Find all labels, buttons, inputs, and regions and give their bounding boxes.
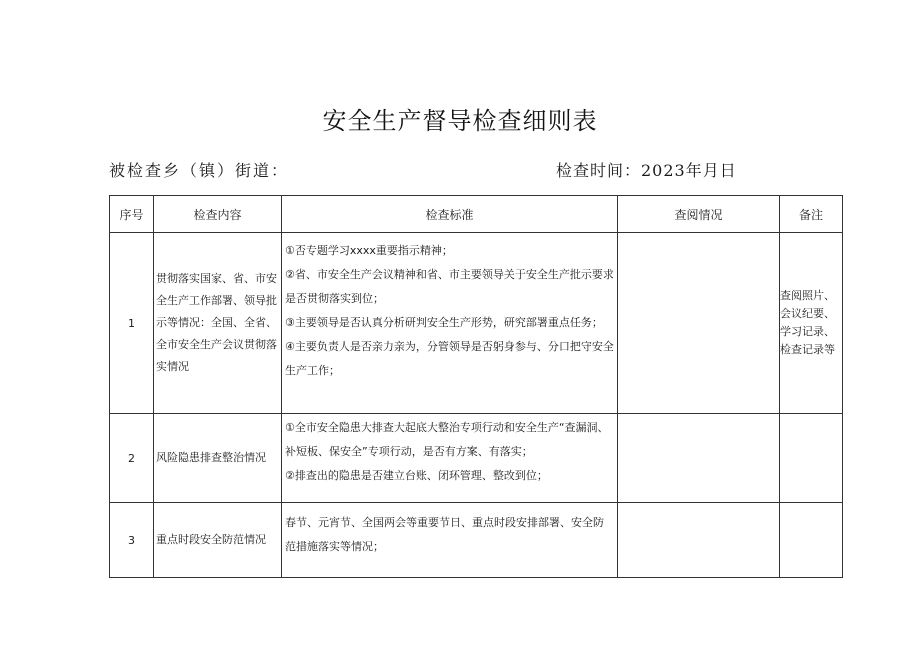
- row-content: 贯彻落实国家、省、市安全生产工作部署、领导批示等情况：全国、全省、全市安全生产会议贯彻落实情况: [154, 233, 282, 414]
- standard-item: 春节、元宵节、全国两会等重要节日、重点时段安排部署、安全防范措施落实等情况；: [285, 516, 604, 553]
- standard-item: ③主要领导是否认真分析研判安全生产形势，研究部署重点任务；: [285, 316, 603, 329]
- row-remark: [780, 414, 843, 503]
- row-remark: 查阅照片、会议纪要、学习记录、检查记录等: [780, 233, 843, 414]
- header-review: 查阅情况: [618, 196, 780, 233]
- row-standards: [282, 503, 618, 578]
- row-review: [618, 414, 780, 503]
- header-remark: 备注: [780, 196, 843, 233]
- standard-item: ②省、市安全生产会议精神和省、市主要领导关于安全生产批示要求是否贯彻落实到位；: [285, 268, 614, 305]
- header-content: 检查内容: [154, 196, 282, 233]
- row-number: 1: [110, 233, 154, 414]
- inspection-time-label: 检查时间：2023年月日: [556, 161, 737, 180]
- row-standards: [282, 414, 618, 503]
- standard-item: ①否专题学习xxxx重要指示精神；: [285, 244, 453, 257]
- row-remark: [780, 503, 843, 578]
- standard-item: ④主要负责人是否亲力亲为，分管领导是否躬身参与、分口把守安全生产工作；: [285, 340, 614, 377]
- table-row: [110, 414, 843, 503]
- header-no: 序号: [110, 196, 154, 233]
- document-title: 安全生产督导检查细则表: [322, 107, 598, 135]
- row-number: 2: [110, 414, 154, 503]
- standard-item: ①全市安全隐患大排查大起底大整治专项行动和安全生产“查漏洞、补短板、保安全”专项行动，是否有方案、有落实；: [285, 421, 609, 458]
- table-header-row: [110, 196, 843, 233]
- inspected-unit-label: 被检查乡（镇）街道：: [109, 161, 290, 180]
- table-row: [110, 503, 843, 578]
- row-content: 风险隐患排查整治情况: [154, 414, 282, 503]
- row-number: 3: [110, 503, 154, 578]
- standard-item: ②排查出的隐患是否建立台账、闭环管理、整改到位；: [285, 469, 548, 482]
- table-row: [110, 233, 843, 414]
- row-content: 重点时段安全防范情况: [154, 503, 282, 578]
- inspection-table: [109, 195, 843, 578]
- row-standards: [282, 233, 618, 414]
- header-standard: 检查标准: [282, 196, 618, 233]
- row-review: [618, 503, 780, 578]
- row-review: [618, 233, 780, 414]
